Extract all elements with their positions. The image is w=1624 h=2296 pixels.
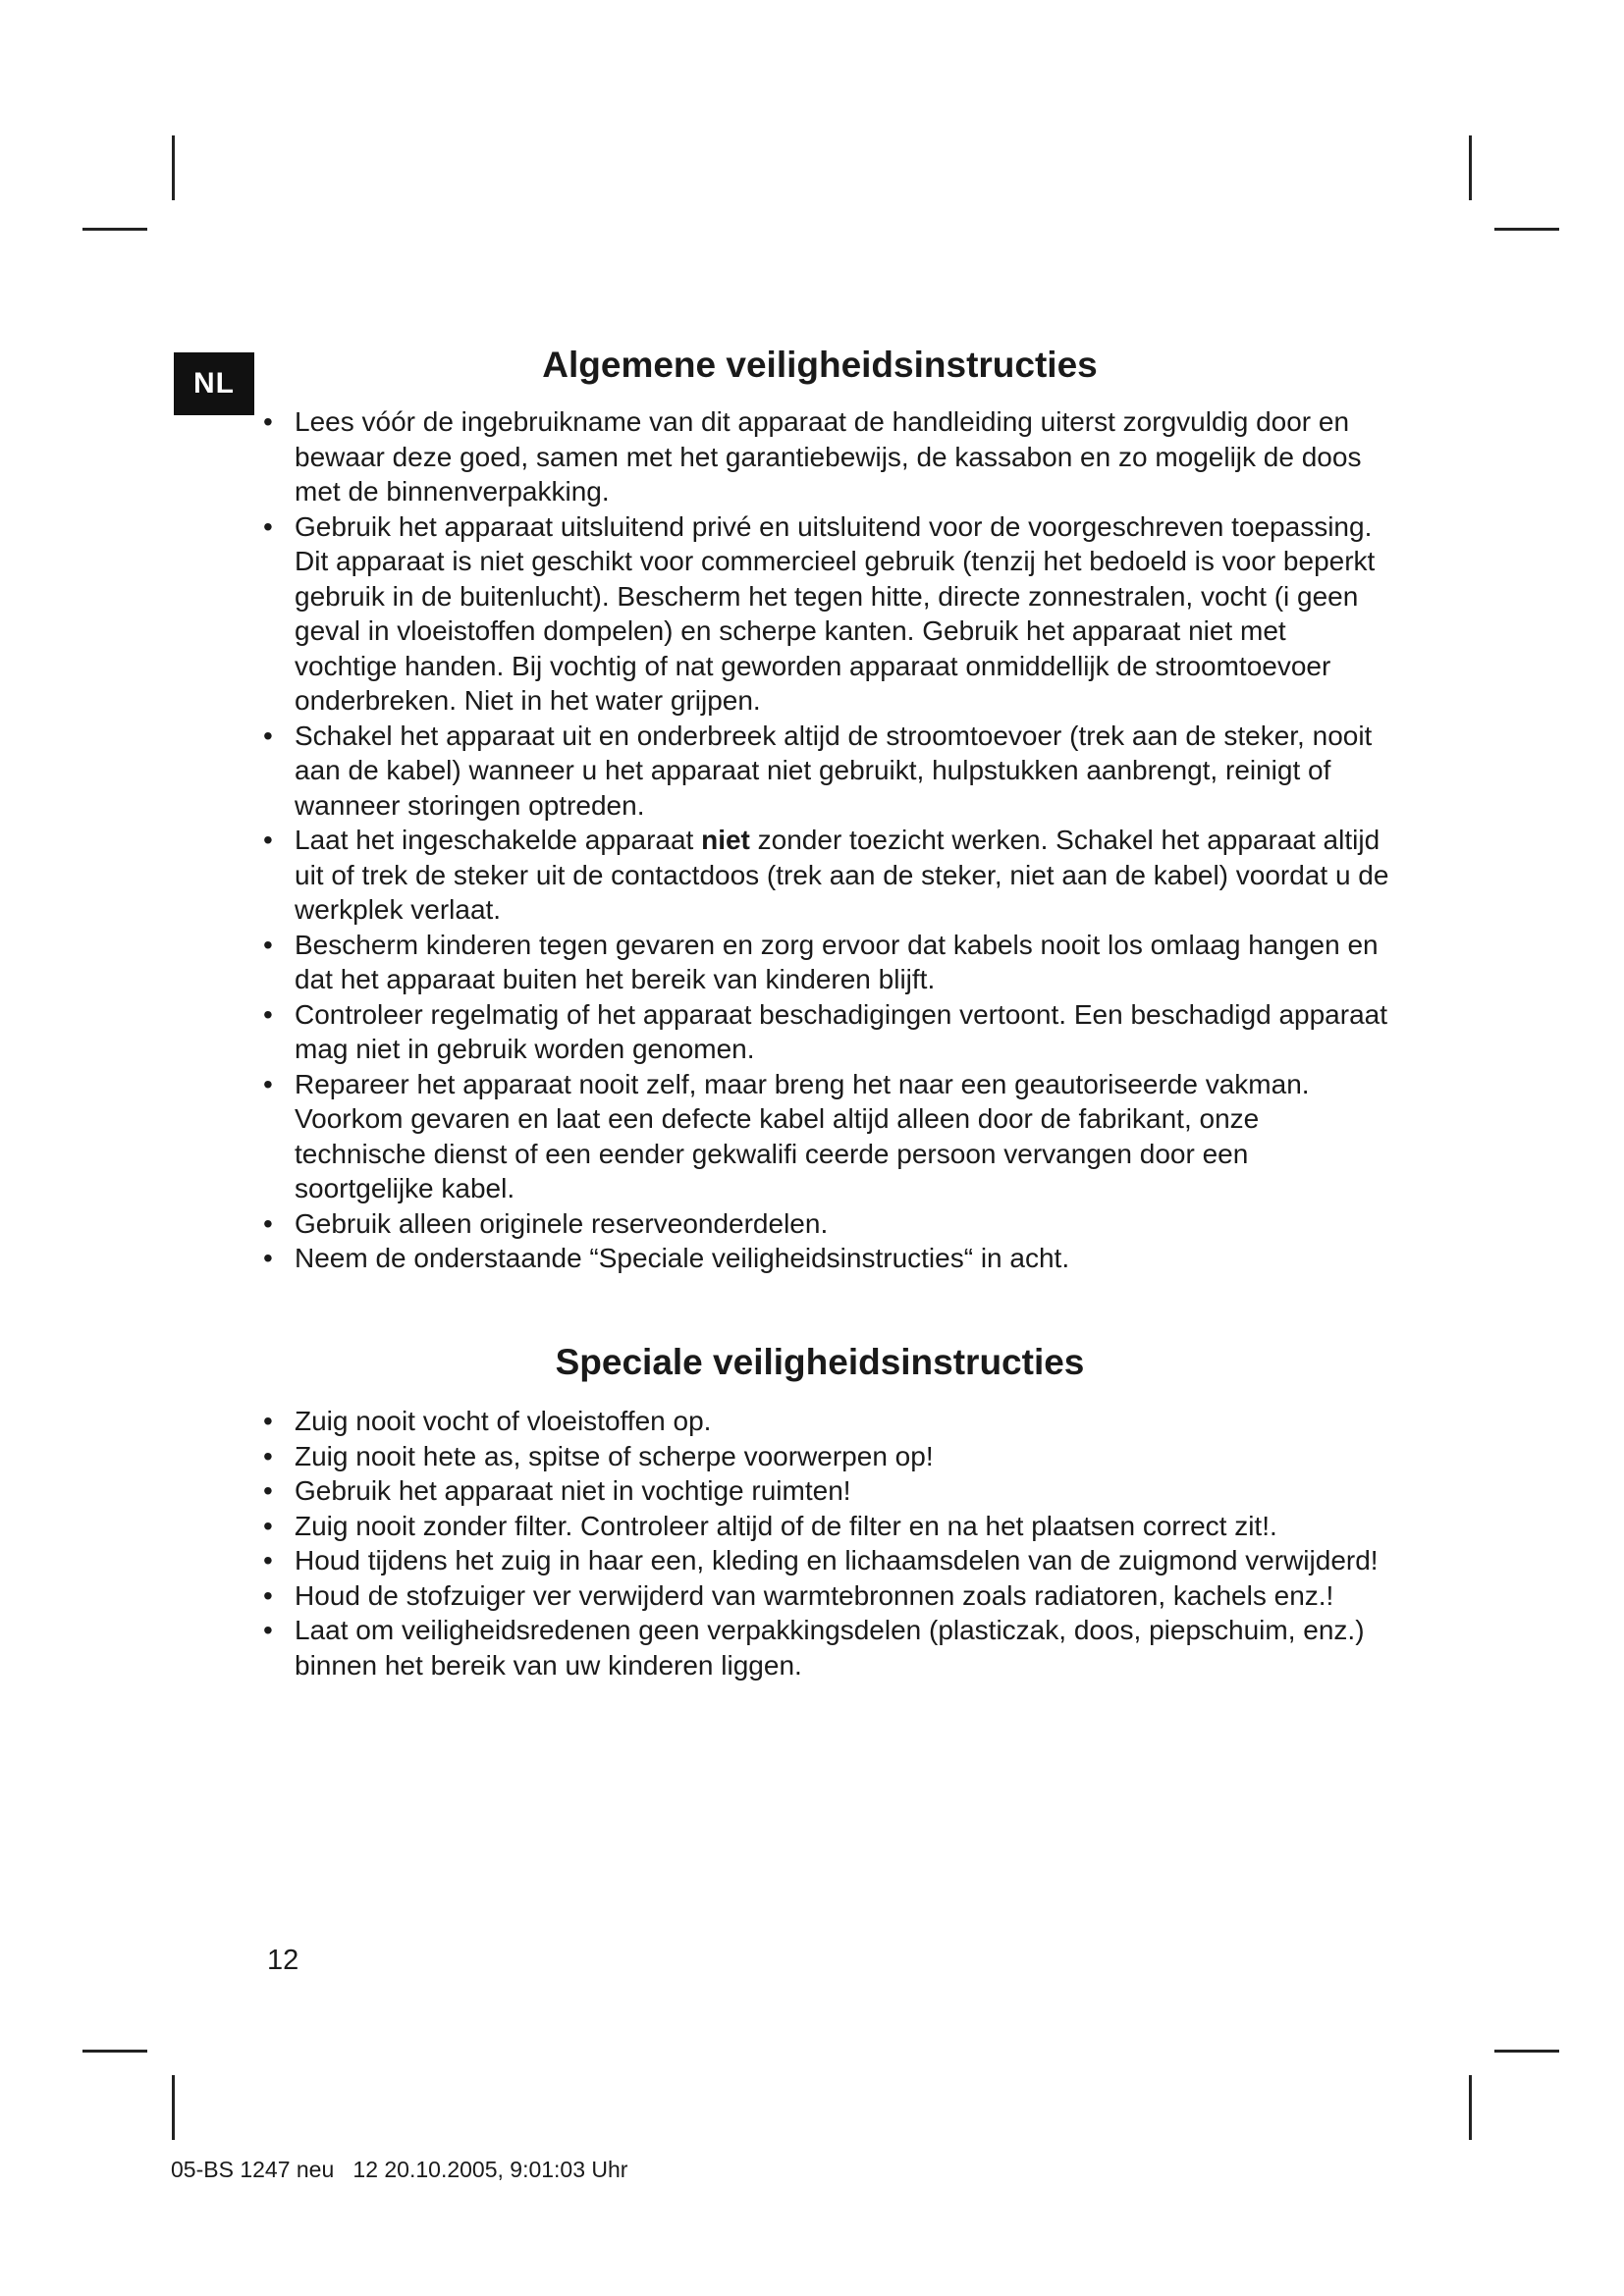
list-item: • Houd tijdens het zuig in haar een, kleding en lichaamsdelen van de zuigmond verwijderd! <box>263 1543 1392 1578</box>
list-item: • Repareer het apparaat nooit zelf, maar breng het naar een geautoriseerde vakman. Voorkom gevaren en laat een defecte kabel altijd alleen door de fabrikant, onze technische dienst of een eender gekwalifi ceerde persoon vervangen door een soortgelijke kabel. <box>263 1067 1392 1206</box>
section-title-special: Speciale veiligheidsinstructies <box>555 1342 1085 1382</box>
list-item: • Houd de stofzuiger ver verwijderd van warmtebronnen zoals radiatoren, kachels enz.! <box>263 1578 1392 1614</box>
list-item: • Neem de onderstaande “Speciale veiligheidsinstructies“ in acht. <box>263 1241 1392 1276</box>
list-item: • Zuig nooit zonder filter. Controleer altijd of de filter en na het plaatsen correct zit!. <box>263 1509 1392 1544</box>
page-number: 12 <box>267 1945 299 1976</box>
list-item: • Bescherm kinderen tegen gevaren en zorg ervoor dat kabels nooit los omlaag hangen en dat het apparaat buiten het bereik van kinderen blijft. <box>263 928 1392 997</box>
list-item: • Controleer regelmatig of het apparaat beschadigingen vertoont. Een beschadigd apparaat mag niet in gebruik worden genomen. <box>263 997 1392 1067</box>
emphasis-text: niet <box>701 825 750 855</box>
print-footer: 05-BS 1247 neu 12 20.10.2005, 9:01:03 Uhr <box>171 2157 628 2182</box>
crop-mark <box>1469 135 1472 200</box>
list-item: • Gebruik het apparaat uitsluitend privé en uitsluitend voor de voorgeschreven toepassing. Dit apparaat is niet geschikt voor commercieel gebruik (tenzij het bedoeld is voor beperkt gebruik in de buitenlucht). Bescherm het tegen hitte, directe zonnestralen, vocht (i geen geval in vloeistoffen dompelen) en scherpe kanten. Gebruik het apparaat niet met vochtige handen. Bij vochtig of nat geworden apparaat onmiddellijk de stroomtoevoer onderbreken. Niet in het water grijpen. <box>263 509 1392 719</box>
list-item: • Lees vóór de ingebruikname van dit apparaat de handleiding uiterst zorgvuldig door en bewaar deze goed, samen met het garantiebewijs, de kassabon en zo mogelijk de doos met de binnenverpakking. <box>263 404 1392 509</box>
list-item: • Gebruik het apparaat niet in vochtige ruimten! <box>263 1473 1392 1509</box>
crop-mark <box>1494 2050 1559 2053</box>
item-text: zonder toezicht werken. Schakel het apparaat altijd uit of trek de steker uit de contactdoos (trek aan de steker, niet aan de kabel) voordat u de werkplek verlaat. <box>295 825 1389 925</box>
list-item: • Schakel het apparaat uit en onderbreek altijd de stroomtoevoer (trek aan de steker, nooit aan de kabel) wanneer u het apparaat niet gebruikt, hulpstukken aanbrengt, reinigt of wanneer storingen optreden. <box>263 719 1392 824</box>
crop-mark <box>1494 228 1559 231</box>
crop-mark <box>1469 2075 1472 2140</box>
language-badge: NL <box>174 352 254 415</box>
list-item: • Zuig nooit hete as, spitse of scherpe voorwerpen op! <box>263 1439 1392 1474</box>
list-item: • Gebruik alleen originele reserveonderdelen. <box>263 1206 1392 1242</box>
crop-mark <box>82 228 147 231</box>
crop-mark <box>172 2075 175 2140</box>
crop-mark <box>172 135 175 200</box>
list-item: • Laat om veiligheidsredenen geen verpakkingsdelen (plasticzak, doos, piepschuim, enz.) binnen het bereik van uw kinderen liggen. <box>263 1613 1392 1682</box>
section-title-general: Algemene veiligheidsinstructies <box>542 345 1098 385</box>
general-instructions-list <box>263 404 1392 1276</box>
list-item <box>263 823 1392 928</box>
item-text: Laat het ingeschakelde apparaat <box>295 825 702 855</box>
special-instructions-list <box>263 1404 1392 1682</box>
crop-mark <box>82 2050 147 2053</box>
list-item: • Zuig nooit vocht of vloeistoffen op. <box>263 1404 1392 1439</box>
